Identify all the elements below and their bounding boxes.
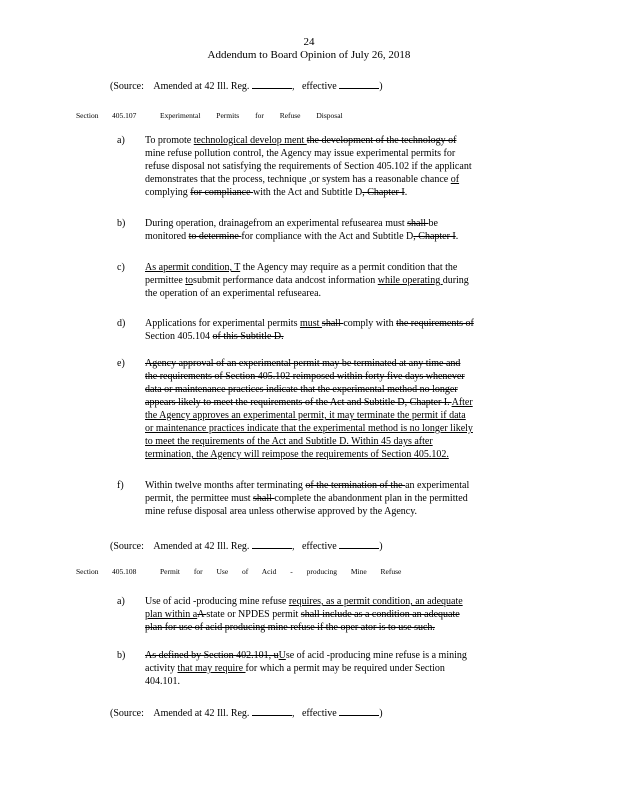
page-title: Addendum to Board Opinion of July 26, 2018 xyxy=(207,49,411,61)
effective-blank xyxy=(339,79,379,89)
paragraph-line: mine refuse disposal area unless otherwise approved by the Agency. xyxy=(145,506,418,517)
source-suffix: ) xyxy=(379,708,383,719)
source-prefix: (Source: xyxy=(110,81,144,92)
paragraph-line: termination, the Agency will reimpose the requirements of Section 405.102. xyxy=(145,449,449,460)
source-prefix: (Source: xyxy=(110,708,144,719)
paragraph-line: complying for compliance with the Act and Subtitle D, Chapter I. xyxy=(145,187,408,198)
paragraph-line: or maintenance practices indicate that the experimental method is no longer likely xyxy=(145,423,473,434)
source-amended: Amended at 42 Ill. Reg. xyxy=(153,81,250,92)
paragraph-line: appears likely to meet the requirements of the Act and Subtitle D, Chapter I. After xyxy=(145,397,473,408)
source-note: (Source: Amended at 42 Ill. Reg. , effective ) xyxy=(110,541,383,552)
section-number: 405.107 xyxy=(112,111,137,120)
item-label: f) xyxy=(117,480,124,491)
effective-blank xyxy=(339,706,379,716)
source-suffix: ) xyxy=(379,541,383,552)
section-label: Section xyxy=(76,567,99,576)
source-effective: effective xyxy=(301,708,337,719)
item-label: b) xyxy=(117,650,126,661)
paragraph-line: data or maintenance practices indicate that the experimental method no longer xyxy=(145,384,458,395)
effective-blank xyxy=(339,539,379,549)
source-effective: effective xyxy=(301,541,337,552)
paragraph-line: permit, the permittee must shall complete the abandonment plan in the permitted xyxy=(145,493,468,504)
page-number: 24 xyxy=(303,36,315,48)
paragraph-line: Section 405.104 of this Subtitle D. xyxy=(145,331,284,342)
paragraph-line: Within twelve months after terminating of the termination of the an experimental xyxy=(145,480,470,491)
paragraph-line: Use of acid -producing mine refuse requires, as a permit condition, an adequate xyxy=(145,596,463,607)
reg-blank xyxy=(252,706,292,716)
source-prefix: (Source: xyxy=(110,541,144,552)
paragraph-line: monitored to determine for compliance with the Act and Subtitle D, Chapter I. xyxy=(145,231,459,242)
reg-blank xyxy=(252,539,292,549)
paragraph-line: Agency approval of an experimental permit may be terminated at any time and xyxy=(145,358,461,369)
item-label: a) xyxy=(117,135,125,146)
paragraph-line: plan within aA state or NPDES permit shall include as a condition an adequate xyxy=(145,609,460,620)
paragraph-line: As defined by Section 402.101, uUse of acid -producing mine refuse is a mining xyxy=(145,650,467,661)
paragraph-line: the requirements of Section 405.102 reimposed within forty five days whenever xyxy=(145,371,465,382)
paragraph-line: plan for use of acid producing mine refuse if the oper ator is to use such. xyxy=(145,622,435,633)
source-amended: Amended at 42 Ill. Reg. xyxy=(153,541,250,552)
source-suffix: ) xyxy=(379,81,383,92)
item-label: a) xyxy=(117,596,125,607)
paragraph-line: activity that may require for which a permit may be required under Section xyxy=(145,663,445,674)
paragraph-line: refuse disposal not satisfying the requirements of Section 405.102 if the applicant xyxy=(145,161,472,172)
paragraph-line: demonstrates that the process, technique ,or system has a reasonable chance of xyxy=(145,174,460,185)
paragraph-line: As apermit condition, T the Agency may require as a permit condition that the xyxy=(145,262,458,273)
paragraph-line: the Agency approves an experimental permit, it may terminate the permit if data xyxy=(145,410,466,421)
section-label: Section xyxy=(76,111,99,120)
paragraph-line: mine refuse pollution control, the Agency may issue experimental permits for xyxy=(145,148,456,159)
paragraph-line: During operation, drainagefrom an experimental refusearea must shall be xyxy=(145,218,438,229)
source-effective: effective xyxy=(301,81,337,92)
item-label: b) xyxy=(117,218,126,229)
source-note: (Source: Amended at 42 Ill. Reg. , effective ) xyxy=(110,81,383,92)
item-label: e) xyxy=(117,358,125,369)
paragraph-line: 404.101. xyxy=(145,676,180,687)
section-number: 405.108 xyxy=(112,567,137,576)
reg-blank xyxy=(252,79,292,89)
section-title: Permit for Use of Acid - producing Mine Refuse xyxy=(160,567,402,576)
paragraph-line: Applications for experimental permits must shall comply with the requirements of xyxy=(145,318,474,329)
paragraph-line: the operation of an experimental refusearea. xyxy=(145,288,322,299)
source-note: (Source: Amended at 42 Ill. Reg. , effective ) xyxy=(110,708,383,719)
paragraph-line: To promote technological develop ment the development of the technology of xyxy=(145,135,457,146)
paragraph-line: to meet the requirements of the Act and Subtitle D. Within 45 days after xyxy=(145,436,433,447)
item-label: c) xyxy=(117,262,125,273)
source-amended: Amended at 42 Ill. Reg. xyxy=(153,708,250,719)
section-title: Experimental Permits for Refuse Disposal xyxy=(160,111,343,120)
paragraph-line: permittee tosubmit performance data andcost information while operating during xyxy=(145,275,469,286)
item-label: d) xyxy=(117,318,126,329)
